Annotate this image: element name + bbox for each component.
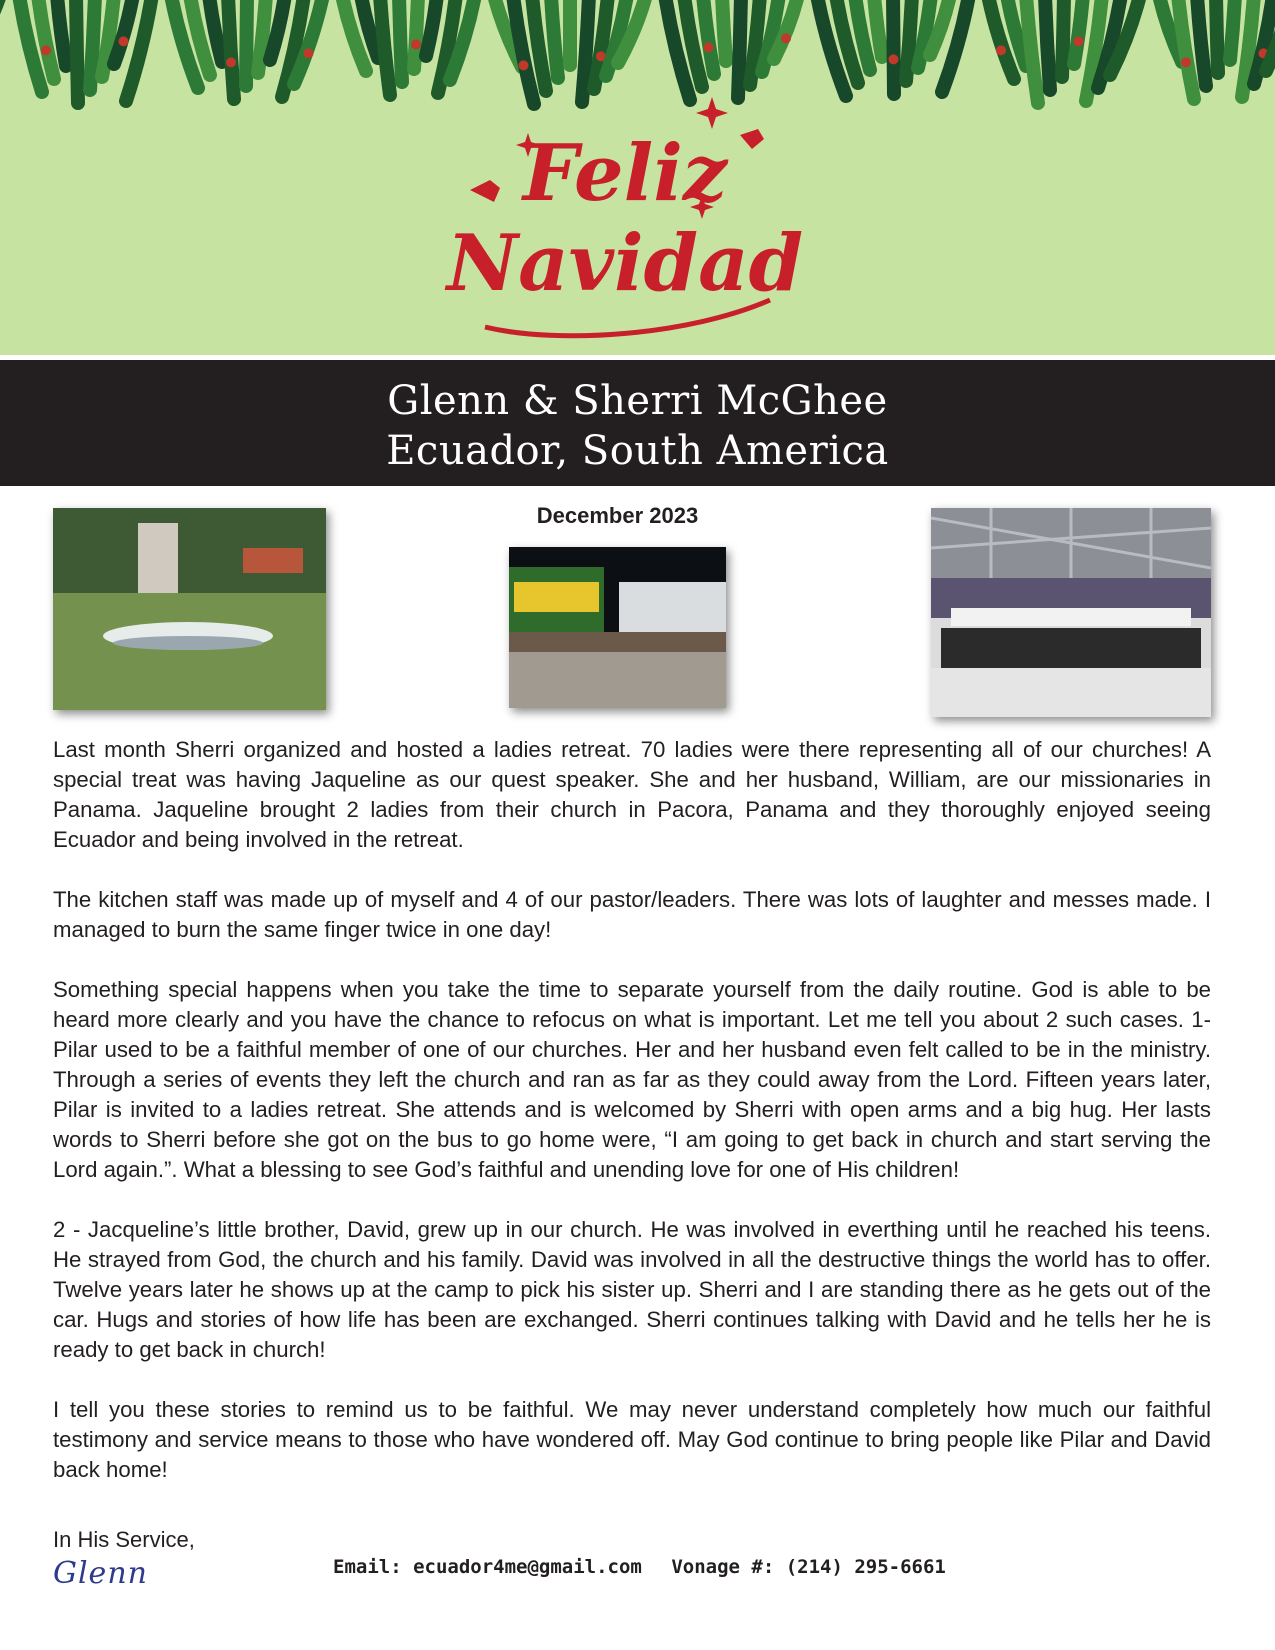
berry-ornament <box>411 39 421 49</box>
dining-hall-photo <box>931 508 1211 717</box>
pine-branch <box>90 0 95 90</box>
berry-ornament <box>119 36 129 46</box>
pine-branch <box>1216 0 1218 73</box>
pine-branch <box>414 0 418 69</box>
paragraph: I tell you these stories to remind us to be faithful. We may never understand completely how much our faithful testimony and service means to those who have wondered off. May God continue to bring people like Pilar and David back home! <box>53 1397 1211 1482</box>
berry-ornament <box>781 33 791 43</box>
contact-info <box>333 1556 964 1578</box>
pine-branch <box>76 0 78 103</box>
pine-branch <box>1045 0 1050 90</box>
holly-leaf-icon <box>740 129 764 149</box>
sparkle-icon <box>696 97 728 129</box>
closing-line: In His Service, <box>53 1527 195 1552</box>
paragraph: Last month Sherri organized and hosted a ladies retreat. 70 ladies were there representing all of our churches! A special treat was having Jaqueline as our quest speaker. She and her husband, William, are our missionaries in Panama. Jaqueline brought 2 ladies from their church in Pacora, Panama and they thoroughly enjoyed seeing Ecuador and being involved in the retreat. <box>53 737 1211 852</box>
berry-ornament <box>889 54 899 64</box>
pine-branch <box>246 0 247 86</box>
pine-branch <box>1062 0 1064 77</box>
letter-body <box>53 735 1211 1515</box>
pine-branch <box>738 0 741 98</box>
berry-ornament <box>304 48 314 58</box>
berry-ornament <box>1181 57 1191 67</box>
phone-number: Vonage #: (214) 295-6661 <box>671 1556 946 1578</box>
paragraph: 2 - Jacqueline’s little brother, David, grew up in our church. He was involved in everthing until he reached his teens. He strayed from God, the church and his family. David was involved in all the destructive things the world has to offer. Twelve years later he shows up at the camp to pick his sister up. Sherri and I are standing there as he gets out of the car. Hugs and stories of how life has been are exchanged. Sherri continues talking with David and he tells her he is ready to get back in church! <box>53 1217 1211 1362</box>
pine-branch <box>426 0 437 56</box>
mission-location: Ecuador, South America <box>386 428 889 474</box>
email-address: Email: ecuador4me@gmail.com <box>333 1556 642 1578</box>
pine-branch <box>722 0 726 61</box>
pine-branch <box>703 0 714 74</box>
pine-branch <box>57 0 66 66</box>
newsletter-date: December 2023 <box>536 503 699 528</box>
pine-branch <box>1074 0 1083 64</box>
pine-branch <box>1197 0 1206 86</box>
holly-leaf-icon <box>470 180 500 202</box>
paragraph: Something special happens when you take the time to separate yourself from the daily routine. God is able to be heard more clearly and you have the chance to refocus on what is important. Let me tell you about 2 such cases. 1- Pilar used to be a faithful member of one of our churches. Her and her husband even felt called to be in the ministry. Through a series of events they left the church and ran as far as they could away from the Lord. Fifteen years later, Pilar is invited to a ladies retreat. She attends and is welcomed by Sherri with open arms and a big hug. Her lasts words to Sherri before she got on the bus to go home were, “I am going to get back in church and start serving the Lord again.”. What a blessing to see God’s faithful and unending love for one of His children! <box>53 977 1211 1182</box>
berry-ornament <box>996 45 1006 55</box>
pine-branch <box>228 0 234 99</box>
greeting-line1: Feliz <box>522 128 728 219</box>
paragraph: The kitchen staff was made up of myself and 4 of our pastor/leaders. There was lots of laughter and messes made. I managed to burn the same finger twice in one day! <box>53 887 1211 942</box>
pine-branch <box>209 0 222 62</box>
berry-ornament <box>226 57 236 67</box>
group-photo <box>53 508 326 710</box>
pine-branch <box>874 0 882 57</box>
pine-branch <box>551 0 558 78</box>
pine-branch <box>380 0 390 95</box>
bus-night-photo <box>509 547 726 708</box>
signature: Glenn <box>53 1556 148 1591</box>
berry-ornament <box>41 45 51 55</box>
berry-ornament <box>704 42 714 52</box>
pine-branch <box>1230 0 1235 60</box>
missionary-names: Glenn & Sherri McGhee <box>387 378 888 424</box>
name-header-bar <box>0 360 1275 486</box>
pine-branch <box>399 0 402 82</box>
berry-ornament <box>1074 36 1084 46</box>
feliz-navidad-title <box>440 95 810 345</box>
pine-branch <box>270 0 285 60</box>
berry-ornament <box>519 60 529 70</box>
christmas-banner <box>0 0 1275 355</box>
pine-branch <box>1026 0 1038 103</box>
pine-branch <box>893 0 894 94</box>
greeting-line2: Navidad <box>446 218 804 309</box>
